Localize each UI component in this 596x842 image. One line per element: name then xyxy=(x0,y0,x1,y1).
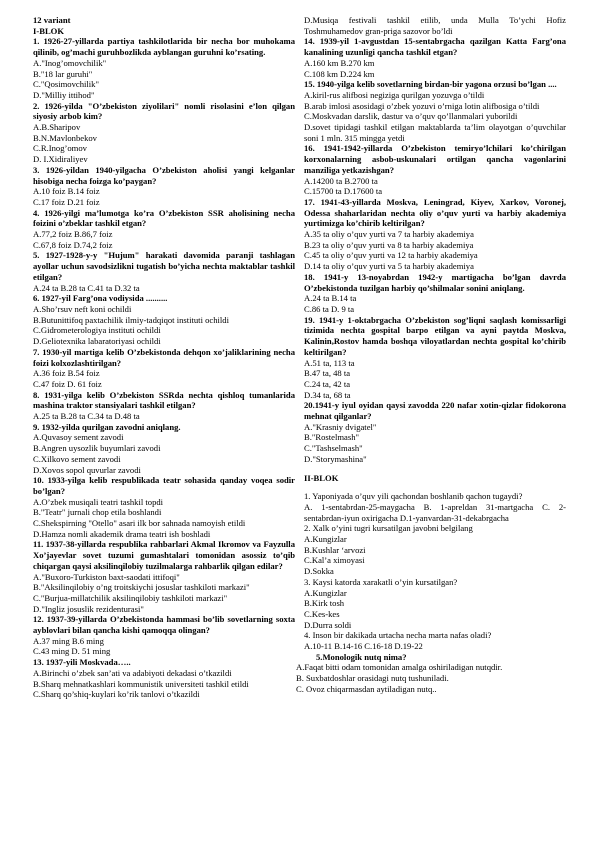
question-text: 8. 1931-yilga kelib O’zbekiston SSRda nechta qishloq tumanlarida mashina traktor stansiyalari tashkil etilgan? xyxy=(33,389,295,411)
answer-option: B."18 lar guruhi" xyxy=(33,68,93,79)
answer-option: A.Faqat bitti odam tomonidan amalga oshiriladigan nutqdir. xyxy=(296,662,503,673)
answer-option: 1. Yaponiyada o’quv yili qachondan boshlanib qachon tugaydi? xyxy=(304,491,523,502)
answer-option: C.17 foiz D.21 foiz xyxy=(33,196,100,207)
answer-option: B.Sharq mehnatkashlari kommunistik universiteti tashkil etildi xyxy=(33,678,249,689)
question-text: 11. 1937-38-yillarda respublika rahbarlari Akmal Ikromov va Fayzulla Xo’jayevlar sovet tuzumi gumashtalari tomonidan asossiz to’qib chiqargan qaysi aksilinqilobiy tuzilmalarga rahbarlik qilgan edilar? xyxy=(33,539,295,571)
left-column xyxy=(33,15,295,700)
answer-option: A.kiril-rus alifbosi negiziga qurilgan yozuvga o’tildi xyxy=(304,89,485,100)
answer-option: B."Rostelmash" xyxy=(304,432,359,443)
question-text: 12. 1937-39-yillarda O’zbekistonda hammasi bo’lib sovetlarning soxta ayblovlari bilan qancha kishi qamoqqa olingan? xyxy=(33,614,295,636)
question-text: 15. 1940-yilga kelib sovetlarning birdan-bir yagona orzusi bo’lgan .... xyxy=(304,79,557,90)
answer-option: C.Gidrometerologiya instituti ochildi xyxy=(33,325,161,336)
answer-option: C.45 ta oliy o’quv yurti va 12 ta harbiy akademiya xyxy=(304,250,478,261)
question-text: 5.Monologik nutq nima? xyxy=(316,651,407,662)
question-text: 9. 1932-yilda qurilgan zavodni aniqlang. xyxy=(33,421,181,432)
question-text: 16. 1941-1942-yillarda O’zbekiston temiryo’lchilari ko’chirilgan korxonalarning asbob-uskunalari ortilgan qancha vagonlarini manziliga yetkazishgan? xyxy=(304,143,566,175)
answer-option: D.34 ta, 68 ta xyxy=(304,389,351,400)
answer-option: A. 1-sentabrdan-25-maygacha B. 1-apreldan 31-martgacha C. 2- sentabrdan-iyun oxirigacha D.1-yanvardan-31-dekabrgacha xyxy=(304,501,566,523)
question-text: 18. 1941-y 13-noyabrdan 1942-y martigacha bo’lgan davrda O’zbekistonda tuzilgan harbiy qo’shilmalar sonini aniqlang. xyxy=(304,271,566,293)
answer-option: A."Inog’omovchilik" xyxy=(33,57,107,68)
answer-option: C.Moskvadan darslik, dastur va o’quv qo’llanmalari yuborildi xyxy=(304,111,518,122)
answer-option: A.51 ta, 113 ta xyxy=(304,357,355,368)
answer-option: A.24 ta B.28 ta C.41 ta D.32 ta xyxy=(33,282,140,293)
answer-option: A.10-11 B.14-16 C.16-18 D.19-22 xyxy=(304,641,423,652)
answer-option: D.Hamza nomli akademik drama teatri ish boshladi xyxy=(33,528,211,539)
answer-option: C.Kal’a ximoyasi xyxy=(304,555,365,566)
answer-option: A.14200 ta B.2700 ta xyxy=(304,175,378,186)
answer-option: D."Milliy ittihod" xyxy=(33,89,95,100)
answer-option: C."Burjua-millatchilik aksilinqilobiy tashkiloti markazi" xyxy=(33,592,228,603)
answer-option: B.N.Mavlonbekov xyxy=(33,132,97,143)
question-text: 19. 1941-y 1-oktabrgacha O’zbekiston sog’liqni saqlash komissarligi tizimida nechta gospital barpo etilgan va ayni paytda Moskva, Kalinin,Rostov hamda boshqa viloyatlardan nechta gospital ko’chirib keltirilgan? xyxy=(304,314,566,357)
answer-option: A.10 foiz B.14 foiz xyxy=(33,186,100,197)
answer-option: C.24 ta, 42 ta xyxy=(304,378,351,389)
question-text: 5. 1927-1928-y-y "Hujum" harakati davomida paranji tashlagan ayollar uchun savodsizlikni tugatish bo’yicha nechta maktablar tashkil etilgan? xyxy=(33,250,295,282)
answer-option: B.Butunittifoq paxtachilik ilmiy-tadqiqot instituti ochildi xyxy=(33,314,229,325)
answer-option: D.Musiqa festivali tashkil etilib, unda Mulla To’ychi Hofiz Toshmuhamedov gran-priga sazovor bo’ldi xyxy=(304,15,566,36)
spacer xyxy=(304,483,566,491)
answer-option: B.Kirk tosh xyxy=(304,598,345,609)
question-text: 4. 1926-yilgi ma’lumotga ko’ra O’zbekiston SSR aholisining necha foizini o’zbeklar tashkil etgan? xyxy=(33,207,295,229)
answer-option: A."Krasniy dvigatel" xyxy=(304,421,377,432)
answer-option: C.47 foiz D. 61 foiz xyxy=(33,378,102,389)
question-text: 14. 1939-yil 1-avgustdan 15-sentabrgacha qazilgan Katta Farg’ona kanalining uzunligi qancha tashkil etgan? xyxy=(304,36,566,58)
answer-option: A.25 ta B.28 ta C.34 ta D.48 ta xyxy=(33,411,140,422)
answer-option: C.Shekspirning "Otello" asari ilk bor sahnada namoyish etildi xyxy=(33,518,246,529)
answer-option: D."Ingliz josuslik rezidenturasi" xyxy=(33,603,144,614)
right-column xyxy=(296,15,566,695)
answer-option: 3. Kaysi katorda xarakatli o’yin kursatilgan? xyxy=(304,576,458,587)
answer-option: A.Kungizlar xyxy=(304,587,347,598)
question-text: 3. 1926-yildan 1940-yilgacha O’zbekiston aholisi yangi kelganlar hisobiga necha foizga ko’paygan? xyxy=(33,164,295,186)
answer-option: A.160 km B.270 km xyxy=(304,57,375,68)
answer-option: D.Sokka xyxy=(304,566,334,577)
answer-option: B.Kushlar ‘arvozi xyxy=(304,544,366,555)
question-text: II-BLOK xyxy=(304,472,339,483)
answer-option: C.67,8 foiz D.74,2 foiz xyxy=(33,239,113,250)
answer-option: B.Angren uysozlik buyumlari zavodi xyxy=(33,443,161,454)
question-text: 6. 1927-yil Farg’ona vodiysida .......... xyxy=(33,293,168,304)
answer-option: D.Xovos sopol quvurlar zavodi xyxy=(33,464,141,475)
answer-option: C.Xilkovo sement zavodi xyxy=(33,453,121,464)
answer-option: C.86 ta D. 9 ta xyxy=(304,303,355,314)
answer-option: 4. Inson bir dakikada urtacha necha marta nafas oladi? xyxy=(304,630,492,641)
answer-option: C.108 km D.224 km xyxy=(304,68,375,79)
answer-option: A.36 foiz B.54 foiz xyxy=(33,368,100,379)
answer-option: C.43 ming D. 51 ming xyxy=(33,646,111,657)
answer-option: C."Qosimovchilik" xyxy=(33,79,99,90)
question-text: 12 variant xyxy=(33,15,71,25)
answer-option: D.Durra soldi xyxy=(304,619,352,630)
answer-option: C."Tashselmash" xyxy=(304,443,363,454)
answer-option: C. Ovoz chiqarmasdan aytiladigan nutq.. xyxy=(296,683,437,694)
answer-option: C.R.Inog’omov xyxy=(33,143,87,154)
answer-option: D.sovet tipidagi tashkil etilgan maktablarda ta’lim olayotgan o’quvchilar soni 1 mln. 315 mingga yetdi xyxy=(304,122,566,143)
answer-option: A.B.Sharipov xyxy=(33,122,81,133)
answer-option: A.77,2 foiz B.86,7 foiz xyxy=(33,229,113,240)
answer-option: B.23 ta oliy o’quv yurti va 8 ta harbiy akademiya xyxy=(304,239,474,250)
answer-option: D.Geliotexnika labaratoriyasi ochildi xyxy=(33,336,161,347)
answer-option: A.35 ta oliy o’quv yurti va 7 ta harbiy akademiya xyxy=(304,229,474,240)
question-text: 17. 1941-43-yillarda Moskva, Leningrad, Kiyev, Xarkov, Voronej, Odessa shaharlaridan nechta oliy o’quv yurti va harbiy akademiya yurtimizga ko’chirib keltirilgan? xyxy=(304,196,566,229)
answer-option: A."Buxoro-Turkiston baxt-saodati ittifoqi" xyxy=(33,571,180,582)
answer-option: A.O’zbek musiqali teatri tashkil topdi xyxy=(33,496,164,507)
answer-option: A.Quvasoy sement zavodi xyxy=(33,432,124,443)
answer-option: B. Suxbatdoshlar orasidagi nutq tushuniladi. xyxy=(296,673,449,684)
answer-option: B.arab imlosi asosidagi o’zbek yozuvi o’rniga lotin alifbosiga o’tildi xyxy=(304,100,540,111)
answer-option: 2. Xalk o’yini tugri kursatilgan javobni belgilang xyxy=(304,523,473,534)
answer-option: A.Birinchi o’zbek san’ati va adabiyoti dekadasi o’tkazildi xyxy=(33,667,232,678)
spacer xyxy=(304,465,566,473)
question-text: I-BLOK xyxy=(33,25,65,36)
question-text: 2. 1926-yilda "O’zbekiston ziyolilari" nomli risolasini e’lon qilgan siyosiy arbob kim? xyxy=(33,100,295,122)
answer-option: D.14 ta oliy o’quv yurti va 5 ta harbiy akademiya xyxy=(304,261,474,272)
answer-option: C.15700 ta D.17600 ta xyxy=(304,186,383,197)
question-text: 1. 1926-27-yillarda partiya tashkilotlarida bir necha bor muhokama qilinib, og’machi guruhbozlikda ayblangan guruhni ko’rsating. xyxy=(33,36,295,58)
question-text: 7. 1930-yil martiga kelib O’zbekistonda dehqon xo’jaliklarining necha foizi kolxozlashtirilgan? xyxy=(33,346,295,368)
answer-option: C.Sharq qo’shiq-kuylari ko’rik tanlovi o’tkazildi xyxy=(33,689,200,700)
answer-option: A.Kungizlar xyxy=(304,534,347,545)
answer-option: B."Aksilinqilobiy o’ng troitskiychi josuslar tashkiloti markazi" xyxy=(33,582,250,593)
question-text: 10. 1933-yilga kelib respublikada teatr sohasida qanday voqea sodir bo’lgan? xyxy=(33,475,295,496)
answer-option: A.Sho’rsuv neft koni ochildi xyxy=(33,303,132,314)
question-text: 20.1941-y iyul oyidan qaysi zavodda 220 nafar xotin-qizlar fidokorona mehnat qilganlar? xyxy=(304,400,566,422)
answer-option: B.47 ta, 48 ta xyxy=(304,368,351,379)
answer-option: B."Teatr" jurnali chop etila boshlandi xyxy=(33,507,162,518)
answer-option: C.Kes-kes xyxy=(304,608,340,619)
answer-option: D."Storymashina" xyxy=(304,453,367,464)
answer-option: A.24 ta B.14 ta xyxy=(304,293,357,304)
question-text: 13. 1937-yili Moskvada….. xyxy=(33,657,131,668)
answer-option: A.37 ming B.6 ming xyxy=(33,635,104,646)
answer-option: D. I.Xidiraliyev xyxy=(33,154,88,165)
